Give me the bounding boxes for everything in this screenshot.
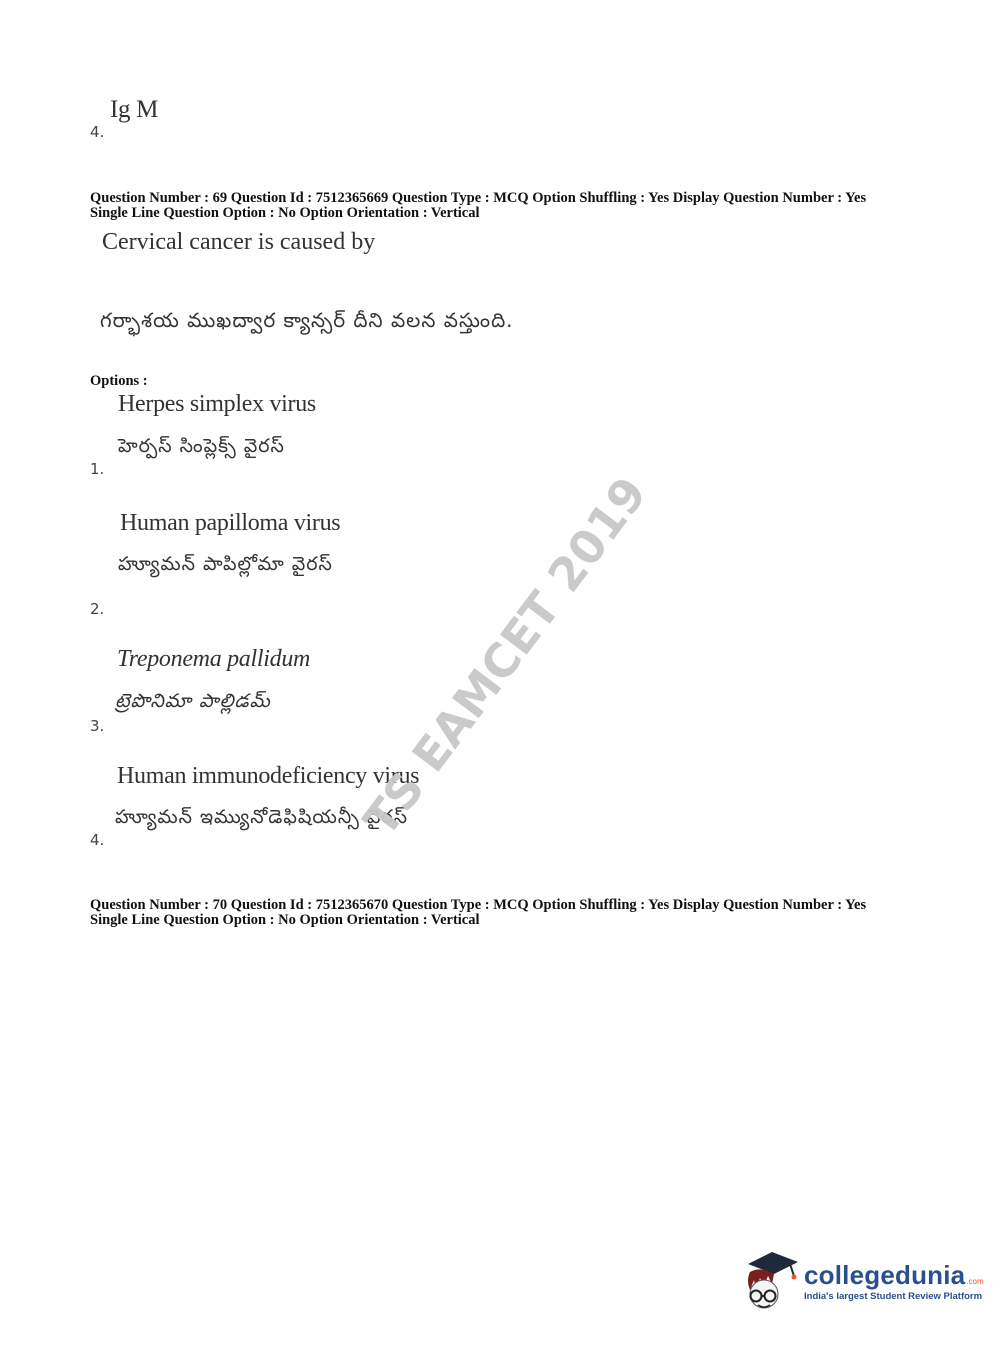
q69-meta-line-1: Question Number : 69 Question Id : 7512365669 Question Type : MCQ Option Shuffling : Yes Display Question Number : Yes: [90, 190, 867, 206]
option-2-number: 2.: [90, 600, 105, 618]
option-1-english: Herpes simplex virus: [118, 391, 316, 417]
option-3-number: 3.: [90, 717, 105, 735]
logo-domain: .com: [966, 1277, 984, 1286]
q69-question-telugu: గర్భాశయ ముఖద్వార క్యాన్సర్ దీని వలన వస్తుంది.: [100, 308, 514, 332]
collegedunia-logo: [742, 1250, 984, 1312]
q69-question-english: Cervical cancer is caused by: [102, 229, 376, 255]
option-4-number: 4.: [90, 831, 105, 849]
option-1-telugu: హెర్పస్ సింప్లెక్స్ వైరస్: [118, 435, 285, 457]
option-2-telugu: హ్యూమన్ పాపిల్లోమా వైరస్: [118, 553, 333, 575]
option-4-english: Human immunodeficiency virus: [117, 763, 420, 789]
options-label: Options :: [90, 373, 148, 389]
q70-meta-line-2: Single Line Question Option : No Option Orientation : Vertical: [90, 912, 480, 928]
option-4-telugu: హ్యూమన్ ఇమ్యునోడెఫిషియన్సీ వైరస్: [115, 806, 408, 828]
logo-wordmark: collegedunia: [804, 1260, 966, 1290]
mascot-icon: [742, 1250, 800, 1312]
q69-meta-line-2: Single Line Question Option : No Option Orientation : Vertical: [90, 205, 480, 221]
q70-meta-line-1: Question Number : 70 Question Id : 7512365670 Question Type : MCQ Option Shuffling : Yes Display Question Number : Yes: [90, 897, 867, 913]
prev-option-4-text: Ig M: [110, 96, 159, 123]
option-1-number: 1.: [90, 460, 105, 478]
option-3-telugu: ట్రెపొనిమా పాల్లిడమ్: [115, 690, 271, 712]
watermark: TS EAMCET 2019: [353, 466, 658, 846]
prev-option-4-number: 4.: [90, 123, 105, 141]
option-2-english: Human papilloma virus: [120, 510, 341, 536]
option-3-english: Treponema pallidum: [117, 646, 311, 672]
logo-tagline: India's largest Student Review Platform: [804, 1291, 983, 1302]
